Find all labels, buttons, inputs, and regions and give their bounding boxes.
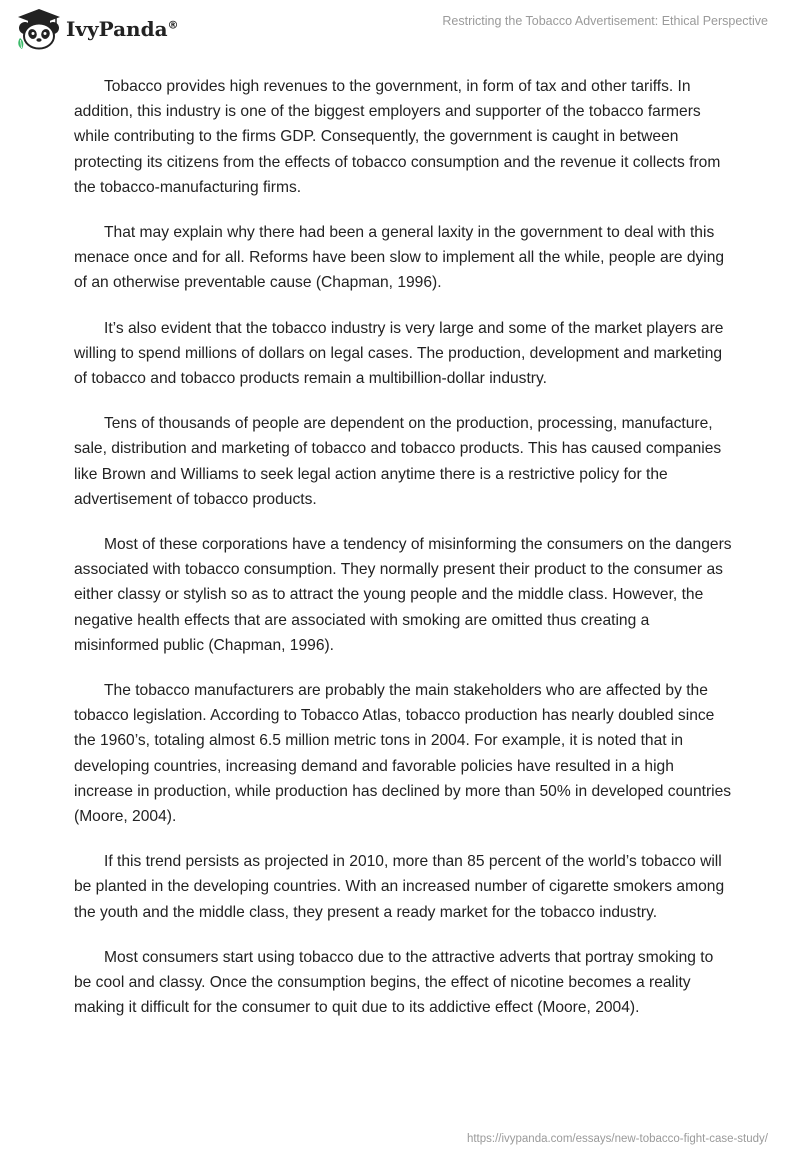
paragraph: The tobacco manufacturers are probably the main stakeholders who are affected by the tobacco legislation. According to Tobacco Atlas, tobacco production has nearly doubled since the 1960’s, totaling almost 6.5 million metric tons in 2004. For example, it is noted that in developing countries, increasing demand and favorable policies have resulted in a high increase in production, while production has declined by more than 50% in developed countries (Moore, 2004). <box>74 682 732 826</box>
paragraph: Tobacco provides high revenues to the government, in form of tax and other tariffs. In addition, this industry is one of the biggest employers and supporter of the tobacco farmers while contributing to the firms GDP. Consequently, the government is caught in between protecting its citizens from the effects of tobacco consumption and the revenue it collects from the tobacco-manufacturing firms. <box>74 78 721 196</box>
brand-name: IvyPanda® <box>66 17 179 41</box>
ivypanda-logo[interactable] <box>16 8 179 50</box>
panda-graduate-icon <box>16 8 62 50</box>
essay-body <box>74 74 734 1041</box>
paragraph: Most consumers start using tobacco due to the attractive adverts that portray smoking to be cool and classy. Once the consumption begins, the effect of nicotine becomes a reality making it difficult for the consumer to quit due to its addictive effect (Moore, 2004). <box>74 948 714 1017</box>
paragraph: Tens of thousands of people are dependent on the production, processing, manufacture, sale, distribution and marketing of tobacco and tobacco products. This has caused companies like Brown and Williams to seek legal action anytime there is a restrictive policy for the advertisement of tobacco products. <box>74 415 722 508</box>
paragraph: That may explain why there had been a general laxity in the government to deal with this menace once and for all. Reforms have been slow to implement all the while, people are dying of an otherwise preventable cause (Chapman, 1996). <box>74 224 725 292</box>
document-title: Restricting the Tobacco Advertisement: Ethical Perspective <box>442 14 768 28</box>
paragraph: It’s also evident that the tobacco industry is very large and some of the market players are willing to spend millions of dollars on legal cases. The production, development and marketing of tobacco and tobacco products remain a multibillion-dollar industry. <box>74 319 724 388</box>
page-header <box>0 0 800 62</box>
source-url[interactable]: https://ivypanda.com/essays/new-tobacco-fight-case-study/ <box>466 1133 768 1145</box>
paragraph: Most of these corporations have a tendency of misinforming the consumers on the dangers associated with tobacco consumption. They normally present their product to the consumer as either classy or stylish so as to attract the young people and the middle class. However, the negative health effects that are associated with smoking are omitted thus creating a misinformed public (Chapman, 1996). <box>74 536 732 654</box>
paragraph: If this trend persists as projected in 2010, more than 85 percent of the world’s tobacco will be planted in the developing countries. With an increased number of cigarette smokers among the youth and the middle class, they present a ready market for the tobacco industry. <box>74 853 725 921</box>
registered-mark: ® <box>167 18 179 32</box>
